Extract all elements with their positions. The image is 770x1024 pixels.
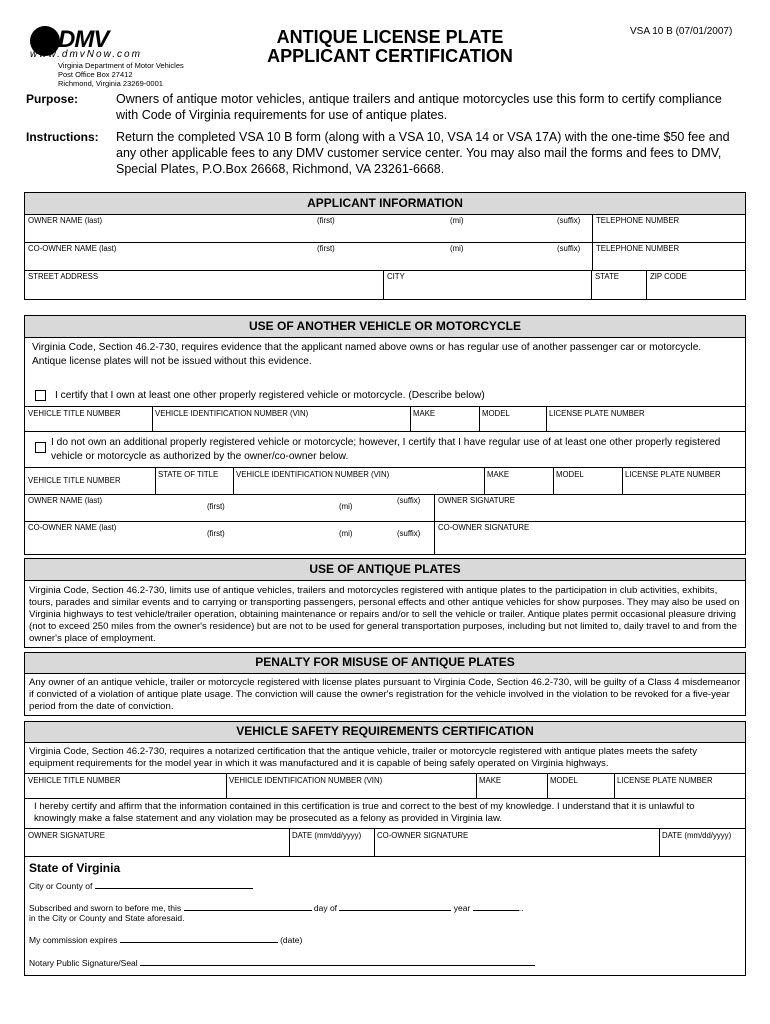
notary-section (24, 856, 746, 976)
authorizing-owner-mi-label: (mi) (339, 502, 353, 511)
commission-label: My commission expires (29, 935, 118, 945)
safety-co-owner-signature-field[interactable]: CO-OWNER SIGNATURE (374, 828, 660, 856)
option2-text: I do not own an additional properly registered vehicle or motorcycle; however, I certify that I have regular use of at least one other properly registered vehicle or motorcycle as authorized by the owner/co-owner below. (51, 437, 721, 462)
zip-field[interactable]: ZIP CODE (646, 270, 745, 299)
safety-model-field[interactable]: MODEL (547, 773, 615, 799)
notary-heading: State of Virginia (29, 861, 121, 875)
authorizing-co-owner-suffix-label: (suffix) (397, 529, 421, 538)
city-county-label: City or County of (29, 881, 93, 891)
model-field-2[interactable]: MODEL (553, 467, 623, 495)
plate-field-2[interactable]: LICENSE PLATE NUMBER (622, 467, 745, 495)
telephone-field[interactable]: TELEPHONE NUMBER (592, 214, 745, 243)
dmv-url: www.dmvNow.com (30, 49, 142, 60)
co-owner-suffix-label: (suffix) (557, 244, 581, 253)
vehicle-title-field[interactable]: VEHICLE TITLE NUMBER (25, 406, 153, 432)
safety-vehicle-title-field[interactable]: VEHICLE TITLE NUMBER (25, 773, 227, 799)
notary-signature-label: Notary Public Signature/Seal (29, 958, 138, 968)
owner-mi-label: (mi) (450, 216, 464, 225)
state-field[interactable]: STATE (591, 270, 647, 299)
use-of-plates-heading: USE OF ANTIQUE PLATES (25, 559, 745, 581)
street-address-field[interactable]: STREET ADDRESS (25, 270, 384, 299)
another-vehicle-section (24, 315, 746, 555)
safety-vin-field[interactable]: VEHICLE IDENTIFICATION NUMBER (VIN) (226, 773, 477, 799)
year-input[interactable] (473, 910, 519, 911)
authorizing-co-owner-name-field[interactable] (25, 521, 435, 554)
notary-signature-line (29, 958, 535, 969)
penalty-text: Any owner of an antique vehicle, trailer or motorcycle registered with license plates pursuant to Virginia Code, Section 46.2-730, will be guilty of a Class 4 misdemeanor if convicted of a violation of antique plate usage. The conviction will cause the owner's registration for the vehicle involved in the violation to be revoked for a five-year period from the date of conviction. (29, 677, 741, 712)
aforesaid-text: in the City or County and State aforesaid. (29, 913, 185, 923)
another-vehicle-heading: USE OF ANOTHER VEHICLE OR MOTORCYCLE (25, 316, 745, 338)
owner-name-label: OWNER NAME (last) (28, 216, 103, 225)
option2-checkbox[interactable] (35, 442, 46, 453)
safety-owner-date-field[interactable]: DATE (mm/dd/yyyy) (289, 828, 375, 856)
year-label: year (453, 903, 471, 913)
purpose-label: Purpose: (26, 92, 79, 106)
subscribed-date-input[interactable] (184, 910, 312, 911)
plate-field[interactable]: LICENSE PLATE NUMBER (546, 406, 745, 432)
safety-text: Virginia Code, Section 46.2-730, requires a notarized certification that the antique vehicle, trailer or motorcycle registered with antique plates meets the safety equipment requirements for the model year in which it was manufactured and it is capable of being safely operated on Virginia highways. (29, 746, 698, 769)
commission-input[interactable] (120, 942, 278, 943)
authorizing-co-owner-first-label: (first) (207, 529, 225, 538)
owner-name-field[interactable] (25, 214, 593, 243)
purpose-text: Owners of antique motor vehicles, antique trailers and antique motorcycles use this form to certify compliance with Code of Virginia requirements for use of antique plates. (116, 92, 722, 122)
notary-signature-input[interactable] (140, 965, 535, 966)
authorizing-owner-name-label: OWNER NAME (last) (28, 496, 103, 505)
another-vehicle-intro: Virginia Code, Section 46.2-730, requires evidence that the applicant named above owns or has regular use of another passenger car or motorcycle. Antique license plates will not be issued without this evidence. (32, 342, 702, 367)
owner-suffix-label: (suffix) (557, 216, 581, 225)
authorizing-owner-suffix-label: (suffix) (397, 496, 421, 505)
agency-city: Richmond, Virginia 23269-0001 (58, 79, 163, 88)
authorizing-owner-first-label: (first) (207, 502, 225, 511)
notary-commission-line (29, 935, 302, 946)
applicant-section (24, 192, 746, 300)
subscribed-label: Subscribed and sworn to before me, this (29, 903, 182, 913)
form-number: VSA 10 B (07/01/2007) (630, 26, 733, 37)
notary-city-county-line (29, 881, 253, 892)
day-of-label: day of (313, 903, 338, 913)
commission-date-label: (date) (280, 935, 303, 945)
use-of-plates-text: Virginia Code, Section 46.2-730, limits use of antique vehicles, trailers and motorcycles registered with antique plates to the participation in club activities, exhibits, tours, parades and similar events and to carrying or transporting passengers, personal effects and other antique vehicles for show purposes. They may also be used on Virginia highways to test vehicle/trailer operation, obtaining maintenance or repairs and/or to sell the vehicle or trailer. Antique plates permit occasional pleasure driving (not to exceed 250 miles from the owner's residence) but are not to be used for general transportation purposes, including but not limited to, daily travel to and from the owner's place of employment. (29, 585, 740, 644)
agency-po-box: Post Office Box 27412 (58, 70, 133, 79)
instructions-text: Return the completed VSA 10 B form (along with a VSA 10, VSA 14 or VSA 17A) with the one-time $50 fee and any other applicable fees to any DMV customer service center. You may also mail the forms and fees to DMV, Special Plates, P.O.Box 26668, Richmond, VA 23261-6668. (116, 130, 730, 176)
safety-co-owner-date-field[interactable]: DATE (mm/dd/yyyy) (659, 828, 745, 856)
day-of-input[interactable] (339, 910, 451, 911)
option1-text: I certify that I own at least one other properly registered vehicle or motorcycle. (Describe below) (55, 390, 485, 401)
co-owner-mi-label: (mi) (450, 244, 464, 253)
safety-heading: VEHICLE SAFETY REQUIREMENTS CERTIFICATION (25, 722, 745, 743)
authorizing-owner-name-field[interactable] (25, 494, 435, 522)
co-owner-first-label: (first) (317, 244, 335, 253)
option1-checkbox[interactable] (35, 390, 46, 401)
co-owner-telephone-field[interactable]: TELEPHONE NUMBER (592, 242, 745, 271)
instructions-label: Instructions: (26, 130, 99, 144)
co-owner-signature-field[interactable]: CO-OWNER SIGNATURE (434, 521, 745, 554)
vin-field-2[interactable]: VEHICLE IDENTIFICATION NUMBER (VIN) (233, 467, 485, 495)
safety-owner-signature-field[interactable]: OWNER SIGNATURE (25, 828, 290, 856)
agency-name: Virginia Department of Motor Vehicles (58, 61, 184, 70)
vehicle-title-label-2: VEHICLE TITLE NUMBER (28, 476, 121, 485)
form-title-line2: APPLICANT CERTIFICATION (267, 46, 513, 66)
safety-make-field[interactable]: MAKE (476, 773, 548, 799)
state-of-title-field[interactable]: STATE OF TITLE (155, 467, 234, 495)
safety-certify-text: I hereby certify and affirm that the information contained in this certification is true and correct to the best of my knowledge. I understand that it is unlawful to knowingly make a false statement and any violation may be prosecuted as a felony as provided in Virginia law. (34, 801, 695, 824)
vin-field[interactable]: VEHICLE IDENTIFICATION NUMBER (VIN) (152, 406, 411, 432)
city-county-input[interactable] (95, 888, 253, 889)
applicant-heading: APPLICANT INFORMATION (25, 193, 745, 215)
model-field[interactable]: MODEL (479, 406, 547, 432)
use-of-plates-section (24, 558, 746, 648)
dmv-logo-text: DMV (58, 26, 109, 53)
safety-section (24, 721, 746, 857)
form-title-line1: ANTIQUE LICENSE PLATE (276, 27, 504, 47)
co-owner-name-field[interactable] (25, 242, 593, 271)
make-field-2[interactable]: MAKE (484, 467, 554, 495)
city-field[interactable]: CITY (383, 270, 592, 299)
authorizing-co-owner-mi-label: (mi) (339, 529, 353, 538)
co-owner-name-label: CO-OWNER NAME (last) (28, 244, 117, 253)
penalty-section (24, 652, 746, 716)
owner-first-label: (first) (317, 216, 335, 225)
penalty-heading: PENALTY FOR MISUSE OF ANTIQUE PLATES (25, 653, 745, 674)
safety-plate-field[interactable]: LICENSE PLATE NUMBER (614, 773, 745, 799)
vehicle-title-field-2[interactable] (25, 467, 156, 495)
notary-subscribed-line: Subscribed and sworn to before me, this day of year .. (29, 903, 524, 913)
owner-signature-field[interactable]: OWNER SIGNATURE (434, 494, 745, 522)
authorizing-co-owner-name-label: CO-OWNER NAME (last) (28, 523, 117, 532)
make-field[interactable]: MAKE (410, 406, 480, 432)
